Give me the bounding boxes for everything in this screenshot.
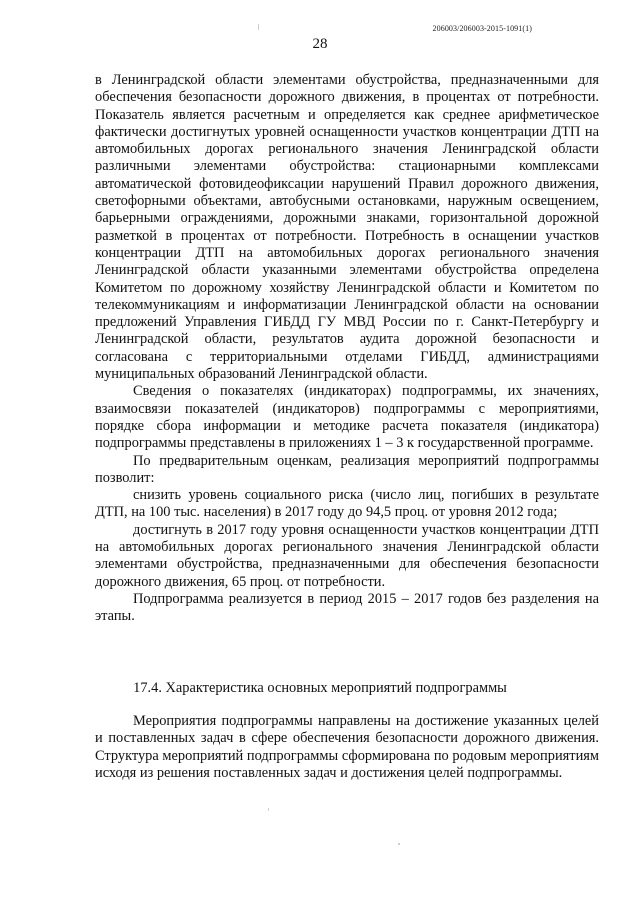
paragraph-equipment-level: достигнуть в 2017 году уровня оснащенности участков концентрации ДТП на автомобильных дорогах регионального значения Ленинградской области элементами обустройства, предназначенными для обеспечения безопасности дорожного движения, 65 проц. от потребности. <box>95 521 599 590</box>
page-number: 28 <box>312 36 328 52</box>
scan-speck <box>258 24 259 30</box>
document-code: 206003/206003-2015-1091(1) <box>432 24 532 33</box>
paragraph-implementation-period: Подпрограмма реализуется в период 2015 – 2017 годов без разделения на этапы. <box>95 590 599 625</box>
paragraph-continuation: в Ленинградской области элементами обустройства, предназначенными для обеспечения безопасности дорожного движения, в процентах от потребности. Показатель является расчетным и определяется как среднее арифметическое фактически достигнутых уровней оснащенности участков концентрации ДТП на автомобильных дорогах регионального значения Ленинградской области различными элементами обустройства: стационарными комплексами автоматической фотовидеофиксации нарушений Правил дорожного движения, светофорными объектами, автобусными остановками, наружным освещением, барьерными ограждениями, дорожными знаками, горизонтальной дорожной разметкой в процентах от потребности. Потребность в оснащении участков концентрации ДТП на автомобильных дорогах регионального значения Ленинградской области указанными элементами обустройства определена Комитетом по дорожному хозяйству Ленинградской области и Комитетом по телекоммуникациям и информатизации Ленинградской области на основании предложений Управления ГИБДД ГУ МВД России по г. Санкт-Петербургу и Ленинградской области, результатов аудита дорожной безопасности и согласована с территориальными отделами ГИБДД, администрациями муниципальных образований Ленинградской области. <box>95 72 599 383</box>
section-body <box>95 713 599 782</box>
section-heading: 17.4. Характеристика основных мероприятий подпрограммы <box>133 680 507 696</box>
body-text <box>95 72 599 626</box>
paragraph-indicators-info: Сведения о показателях (индикаторах) подпрограммы, их значениях, взаимосвязи показателей (индикаторов) подпрограммы с мероприятиями, порядке сбора информации и методике расчета показателя (индикатора) подпрограммы представлены в приложениях 1 – 3 к государственной программе. <box>95 383 599 452</box>
scan-speck <box>268 808 269 811</box>
paragraph-expected-results: По предварительным оценкам, реализация мероприятий подпрограммы позволит: <box>95 452 599 486</box>
scan-speck <box>398 843 400 845</box>
section-paragraph: Мероприятия подпрограммы направлены на достижение указанных целей и поставленных задач в сфере обеспечения безопасности дорожного движения. Структура мероприятий подпрограммы сформирована по родовым мероприятиям исходя из решения поставленных задач и достижения целей подпрограммы. <box>95 713 599 781</box>
paragraph-social-risk: снизить уровень социального риска (число лиц, погибших в результате ДТП, на 100 тыс. населения) в 2017 году до 94,5 проц. от уровня 2012 года; <box>95 487 599 521</box>
